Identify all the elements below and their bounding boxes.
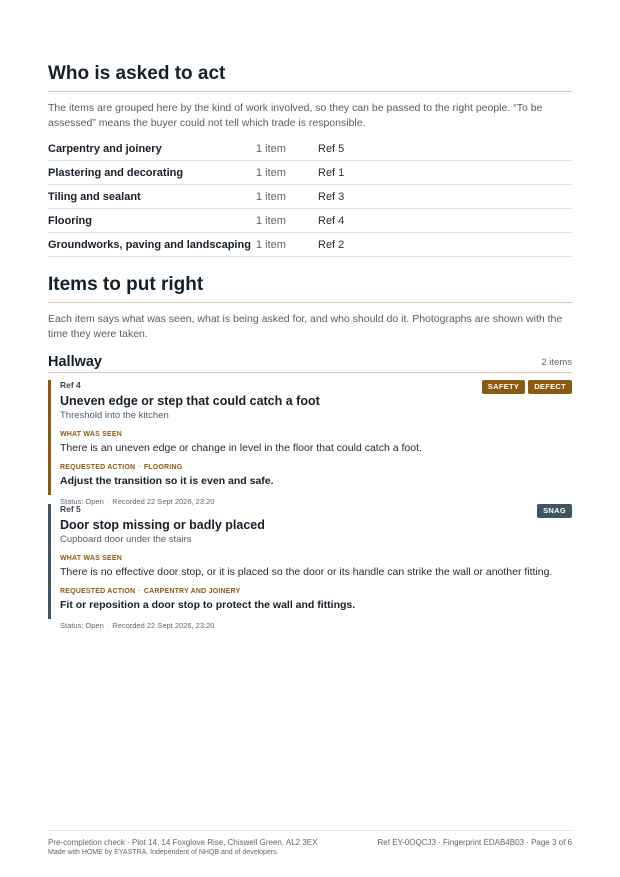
requested-action-label: REQUESTED ACTION · FLOORING xyxy=(60,464,183,471)
item-location: Cupboard door under the stairs xyxy=(60,534,192,545)
item-title: Uneven edge or step that could catch a foot xyxy=(60,394,320,408)
item-card xyxy=(48,504,572,630)
item-card xyxy=(48,380,572,506)
trade-count: 1 item xyxy=(256,185,318,209)
trade-refs: Ref 1 xyxy=(318,161,572,185)
footer-right: Ref EY-0OQCJ3 · Fingerprint EDAB4B03 · Page 3 of 6 xyxy=(377,838,572,847)
trade-count: 1 item xyxy=(256,137,318,161)
requested-action-label: REQUESTED ACTION · CARPENTRY AND JOINERY xyxy=(60,588,241,595)
item-location: Threshold into the kitchen xyxy=(60,410,169,421)
safety-badge: SAFETY xyxy=(482,380,525,394)
item-accent-bar xyxy=(48,504,51,619)
table-row xyxy=(48,185,572,209)
trade-name: Flooring xyxy=(48,209,256,233)
item-badges xyxy=(482,380,572,394)
area-title: Hallway xyxy=(48,354,102,370)
what-was-seen-text: There is an uneven edge or change in level in the floor that could catch a foot. xyxy=(60,442,422,454)
trade-name: Tiling and sealant xyxy=(48,185,256,209)
item-badges xyxy=(537,504,572,518)
trade-count: 1 item xyxy=(256,233,318,257)
trade-count: 1 item xyxy=(256,161,318,185)
page-footer xyxy=(48,830,572,858)
area-count: 2 items xyxy=(541,357,572,368)
requested-action-text: Adjust the transition so it is even and safe. xyxy=(60,475,274,487)
what-was-seen-text: There is no effective door stop, or it is placed so the door or its handle can strike the wall or another fitting. xyxy=(60,566,553,578)
trade-count: 1 item xyxy=(256,209,318,233)
trade-refs: Ref 2 xyxy=(318,233,572,257)
trade-refs: Ref 4 xyxy=(318,209,572,233)
who-intro: The items are grouped here by the kind of work involved, so they can be passed to the right people. “To be assessed” means the buyer could not tell which trade is responsible. xyxy=(48,102,543,129)
footer-sub: Made with HOME by EYASTRA. Independent of NHQB and of developers. xyxy=(48,849,279,856)
trade-label: CARPENTRY AND JOINERY xyxy=(143,588,241,595)
trade-name: Groundworks, paving and landscaping xyxy=(48,233,256,257)
trade-refs: Ref 5 xyxy=(318,137,572,161)
snag-badge: SNAG xyxy=(537,504,572,518)
recorded-text: Recorded 22 Sept 2026, 23:20 xyxy=(112,621,215,630)
what-was-seen-label: WHAT WAS SEEN xyxy=(60,431,122,438)
status-text: Status: Open xyxy=(60,497,104,506)
item-status: Status: Open · Recorded 22 Sept 2026, 23:20 xyxy=(60,621,215,630)
item-status: Status: Open · Recorded 22 Sept 2026, 23:20 xyxy=(60,497,215,506)
recorded-text: Recorded 22 Sept 2026, 23:20 xyxy=(112,497,215,506)
trade-name: Plastering and decorating xyxy=(48,161,256,185)
defect-badge: DEFECT xyxy=(528,380,572,394)
item-title: Door stop missing or badly placed xyxy=(60,518,265,532)
footer-left: Pre-completion check · Plot 14, 14 Foxglove Rise, Chiswell Green, AL2 3EX xyxy=(48,838,318,847)
trade-name: Carpentry and joinery xyxy=(48,137,256,161)
trade-table xyxy=(48,137,572,257)
area-header xyxy=(48,354,572,373)
trade-refs: Ref 3 xyxy=(318,185,572,209)
item-ref: Ref 4 xyxy=(60,380,81,390)
requested-action-heading: REQUESTED ACTION xyxy=(60,464,136,471)
requested-action-text: Fit or reposition a door stop to protect the wall and fittings. xyxy=(60,599,356,611)
table-row xyxy=(48,209,572,233)
what-was-seen-label: WHAT WAS SEEN xyxy=(60,555,122,562)
requested-action-heading: REQUESTED ACTION xyxy=(60,588,136,595)
footer-row xyxy=(48,837,572,848)
status-text: Status: Open xyxy=(60,621,104,630)
table-row xyxy=(48,161,572,185)
section-title-items: Items to put right xyxy=(48,274,572,303)
table-row xyxy=(48,137,572,161)
section-title-who: Who is asked to act xyxy=(48,63,572,92)
item-accent-bar xyxy=(48,380,51,495)
items-intro: Each item says what was seen, what is being asked for, and who should do it. Photographs are shown with the time they were taken. xyxy=(48,313,563,340)
trade-label: FLOORING xyxy=(143,464,183,471)
table-row xyxy=(48,233,572,257)
item-ref: Ref 5 xyxy=(60,504,81,514)
